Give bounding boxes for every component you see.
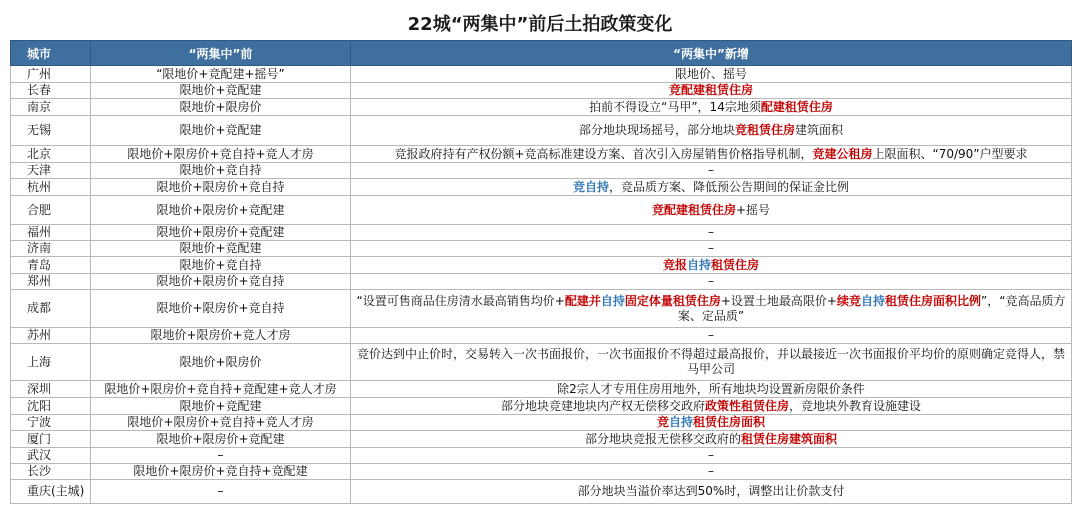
cell-before: 限地价+限房价+竞自持+竞人才房 [91,415,351,431]
cell-after [351,225,1072,241]
cell-after [351,480,1072,504]
cell-before: 限地价+限房价 [91,344,351,381]
cell-city: 宁波 [11,415,91,431]
policy-table [10,40,1072,504]
cell-before: 限地价+竞配建 [91,398,351,415]
cell-after [351,415,1072,431]
cell-city: 深圳 [11,381,91,398]
highlight-text: 政策性租赁住房 [704,398,789,413]
cell-city: 上海 [11,344,91,381]
cell-city: 福州 [11,225,91,241]
cell-city: 南京 [11,99,91,116]
cell-city: 苏州 [11,328,91,344]
cell-before: – [91,448,351,464]
cell-city: 长春 [11,83,91,99]
highlight-text: 固定体量租赁住房 [624,293,721,308]
cell-after [351,398,1072,415]
highlight-text: 竞自持 [572,179,609,194]
header-city: 城市 [11,41,91,66]
cell-city: 济南 [11,241,91,257]
highlight-text: 自持 [861,293,886,308]
cell-city: 北京 [11,146,91,163]
table-row [11,464,1072,480]
table-row [11,83,1072,99]
cell-city: 杭州 [11,179,91,196]
cell-after [351,163,1072,179]
highlight-text: 自持 [668,415,693,429]
cell-before: 限地价+限房价+竞人才房 [91,328,351,344]
cell-text: “设置可售商品住房清水最高销售均价+ [356,293,565,308]
cell-city: 天津 [11,163,91,179]
cell-after [351,328,1072,344]
cell-text: 部分地块竞报无偿移交政府的 [584,431,741,446]
table-row [11,381,1072,398]
cell-text: ，竞地块外教育设施建设 [789,398,922,413]
table-row [11,66,1072,83]
cell-text: – [708,274,714,288]
cell-after [351,83,1072,99]
table-row [11,116,1072,146]
header-after: “两集中”新增 [351,41,1072,66]
cell-after [351,274,1072,290]
cell-text: 竞报政府持有产权份额+竞高标准建设方案、首次引入房屋销售价格指导机制， [394,146,813,161]
cell-after [351,464,1072,480]
highlight-text: 竞报 [662,257,687,272]
highlight-text: 竞租赁住房 [734,123,795,137]
cell-after [351,179,1072,196]
table-row [11,163,1072,179]
cell-city: 厦门 [11,431,91,448]
table-row [11,415,1072,431]
cell-text: ”，“竞高品质方案、定品质” [677,293,1066,323]
cell-text: – [708,225,714,239]
table-row [11,196,1072,225]
highlight-text: 自持 [600,293,625,308]
highlight-text: 租赁住房建筑面积 [741,431,838,446]
cell-text: – [708,328,714,342]
cell-text: – [708,464,714,478]
cell-text: +设置土地最高限价+ [720,293,837,308]
table-row [11,480,1072,504]
highlight-text: 续竞 [836,293,861,308]
cell-city: 沈阳 [11,398,91,415]
highlight-text: 竞配建租赁住房 [651,202,736,217]
cell-before: 限地价+竞配建 [91,241,351,257]
cell-before: 限地价+限房价+竞自持+竞配建+竞人才房 [91,381,351,398]
table-row [11,241,1072,257]
cell-before: 限地价+限房价+竞配建 [91,431,351,448]
cell-text: 部分地块竞建地块内产权无偿移交政府 [500,398,705,413]
cell-text: 拍前不得设立“马甲”，14宗地须 [589,99,761,114]
table-row [11,431,1072,448]
table-row [11,344,1072,381]
cell-text: +摇号 [735,202,771,217]
table-row [11,274,1072,290]
cell-after [351,344,1072,381]
cell-before: 限地价+限房价+竞自持+竞人才房 [91,146,351,163]
highlight-text: 租赁住房 [711,257,760,272]
highlight-text: 竞 [656,415,669,429]
cell-before: 限地价+竞配建 [91,83,351,99]
highlight-text: 自持 [686,257,711,272]
highlight-text: 竞配建租赁住房 [668,83,753,97]
cell-before: 限地价+限房价+竞配建 [91,196,351,225]
cell-after [351,196,1072,225]
cell-before: 限地价+限房价 [91,99,351,116]
cell-city: 武汉 [11,448,91,464]
cell-text: 限地价、摇号 [674,66,747,81]
table-body [11,66,1072,504]
cell-before: 限地价+限房价+竞自持 [91,290,351,328]
table-title: 22城“两集中”前后土拍政策变化 [407,14,673,35]
cell-before: 限地价+竞自持 [91,163,351,179]
cell-before: “限地价+竞配建+摇号” [91,66,351,83]
table-row [11,448,1072,464]
cell-city: 合肥 [11,196,91,225]
cell-text: 建筑面积 [795,123,844,137]
highlight-text: 租赁住房面积 [693,415,766,429]
cell-after [351,66,1072,83]
cell-text: 上限面积、“70/90”户型要求 [872,146,1028,161]
cell-before: 限地价+竞自持 [91,257,351,274]
highlight-text: 配建并 [564,293,601,308]
table-row [11,225,1072,241]
cell-before: 限地价+限房价+竞自持+竞配建 [91,464,351,480]
cell-before: – [91,480,351,504]
table-row [11,290,1072,328]
cell-after [351,431,1072,448]
cell-text: 除2宗人才专用住房用地外，所有地块均设置新房限价条件 [557,381,865,396]
cell-text: – [708,241,714,255]
cell-city: 重庆(主城) [11,480,91,504]
cell-text: – [708,163,714,177]
cell-after [351,241,1072,257]
cell-before: 限地价+限房价+竞自持 [91,274,351,290]
table-row [11,179,1072,196]
cell-after [351,381,1072,398]
cell-after [351,448,1072,464]
cell-after [351,99,1072,116]
cell-city: 郑州 [11,274,91,290]
cell-city: 长沙 [11,464,91,480]
cell-city: 无锡 [11,116,91,146]
highlight-text: 配建租赁住房 [760,99,833,114]
cell-text: ，竞品质方案、降低预公告期间的保证金比例 [609,179,850,194]
cell-city: 广州 [11,66,91,83]
cell-city: 成都 [11,290,91,328]
highlight-text: 竞建公租房 [812,146,873,161]
cell-text: 竞价达到中止价时，交易转入一次书面报价，一次书面报价不得超过最高报价，并以最接近一次书面报价平均价的原则确定竞得人，禁马甲公司 [356,347,1065,376]
cell-after [351,146,1072,163]
highlight-text: 租赁住房面积比例 [885,293,982,308]
header-row [11,41,1072,66]
table-row [11,99,1072,116]
cell-city: 青岛 [11,257,91,274]
table-row [11,257,1072,274]
header-before: “两集中”前 [91,41,351,66]
cell-text: 部分地块现场摇号，部分地块 [578,123,735,137]
cell-after [351,257,1072,274]
table-row [11,398,1072,415]
cell-before: 限地价+限房价+竞自持 [91,179,351,196]
cell-text: 部分地块当溢价率达到50%时，调整出让价款支付 [577,484,845,498]
cell-before: 限地价+竞配建 [91,116,351,146]
cell-text: – [708,448,714,462]
table-row [11,146,1072,163]
cell-before: 限地价+限房价+竞配建 [91,225,351,241]
table-row [11,328,1072,344]
cell-after [351,116,1072,146]
cell-after [351,290,1072,328]
